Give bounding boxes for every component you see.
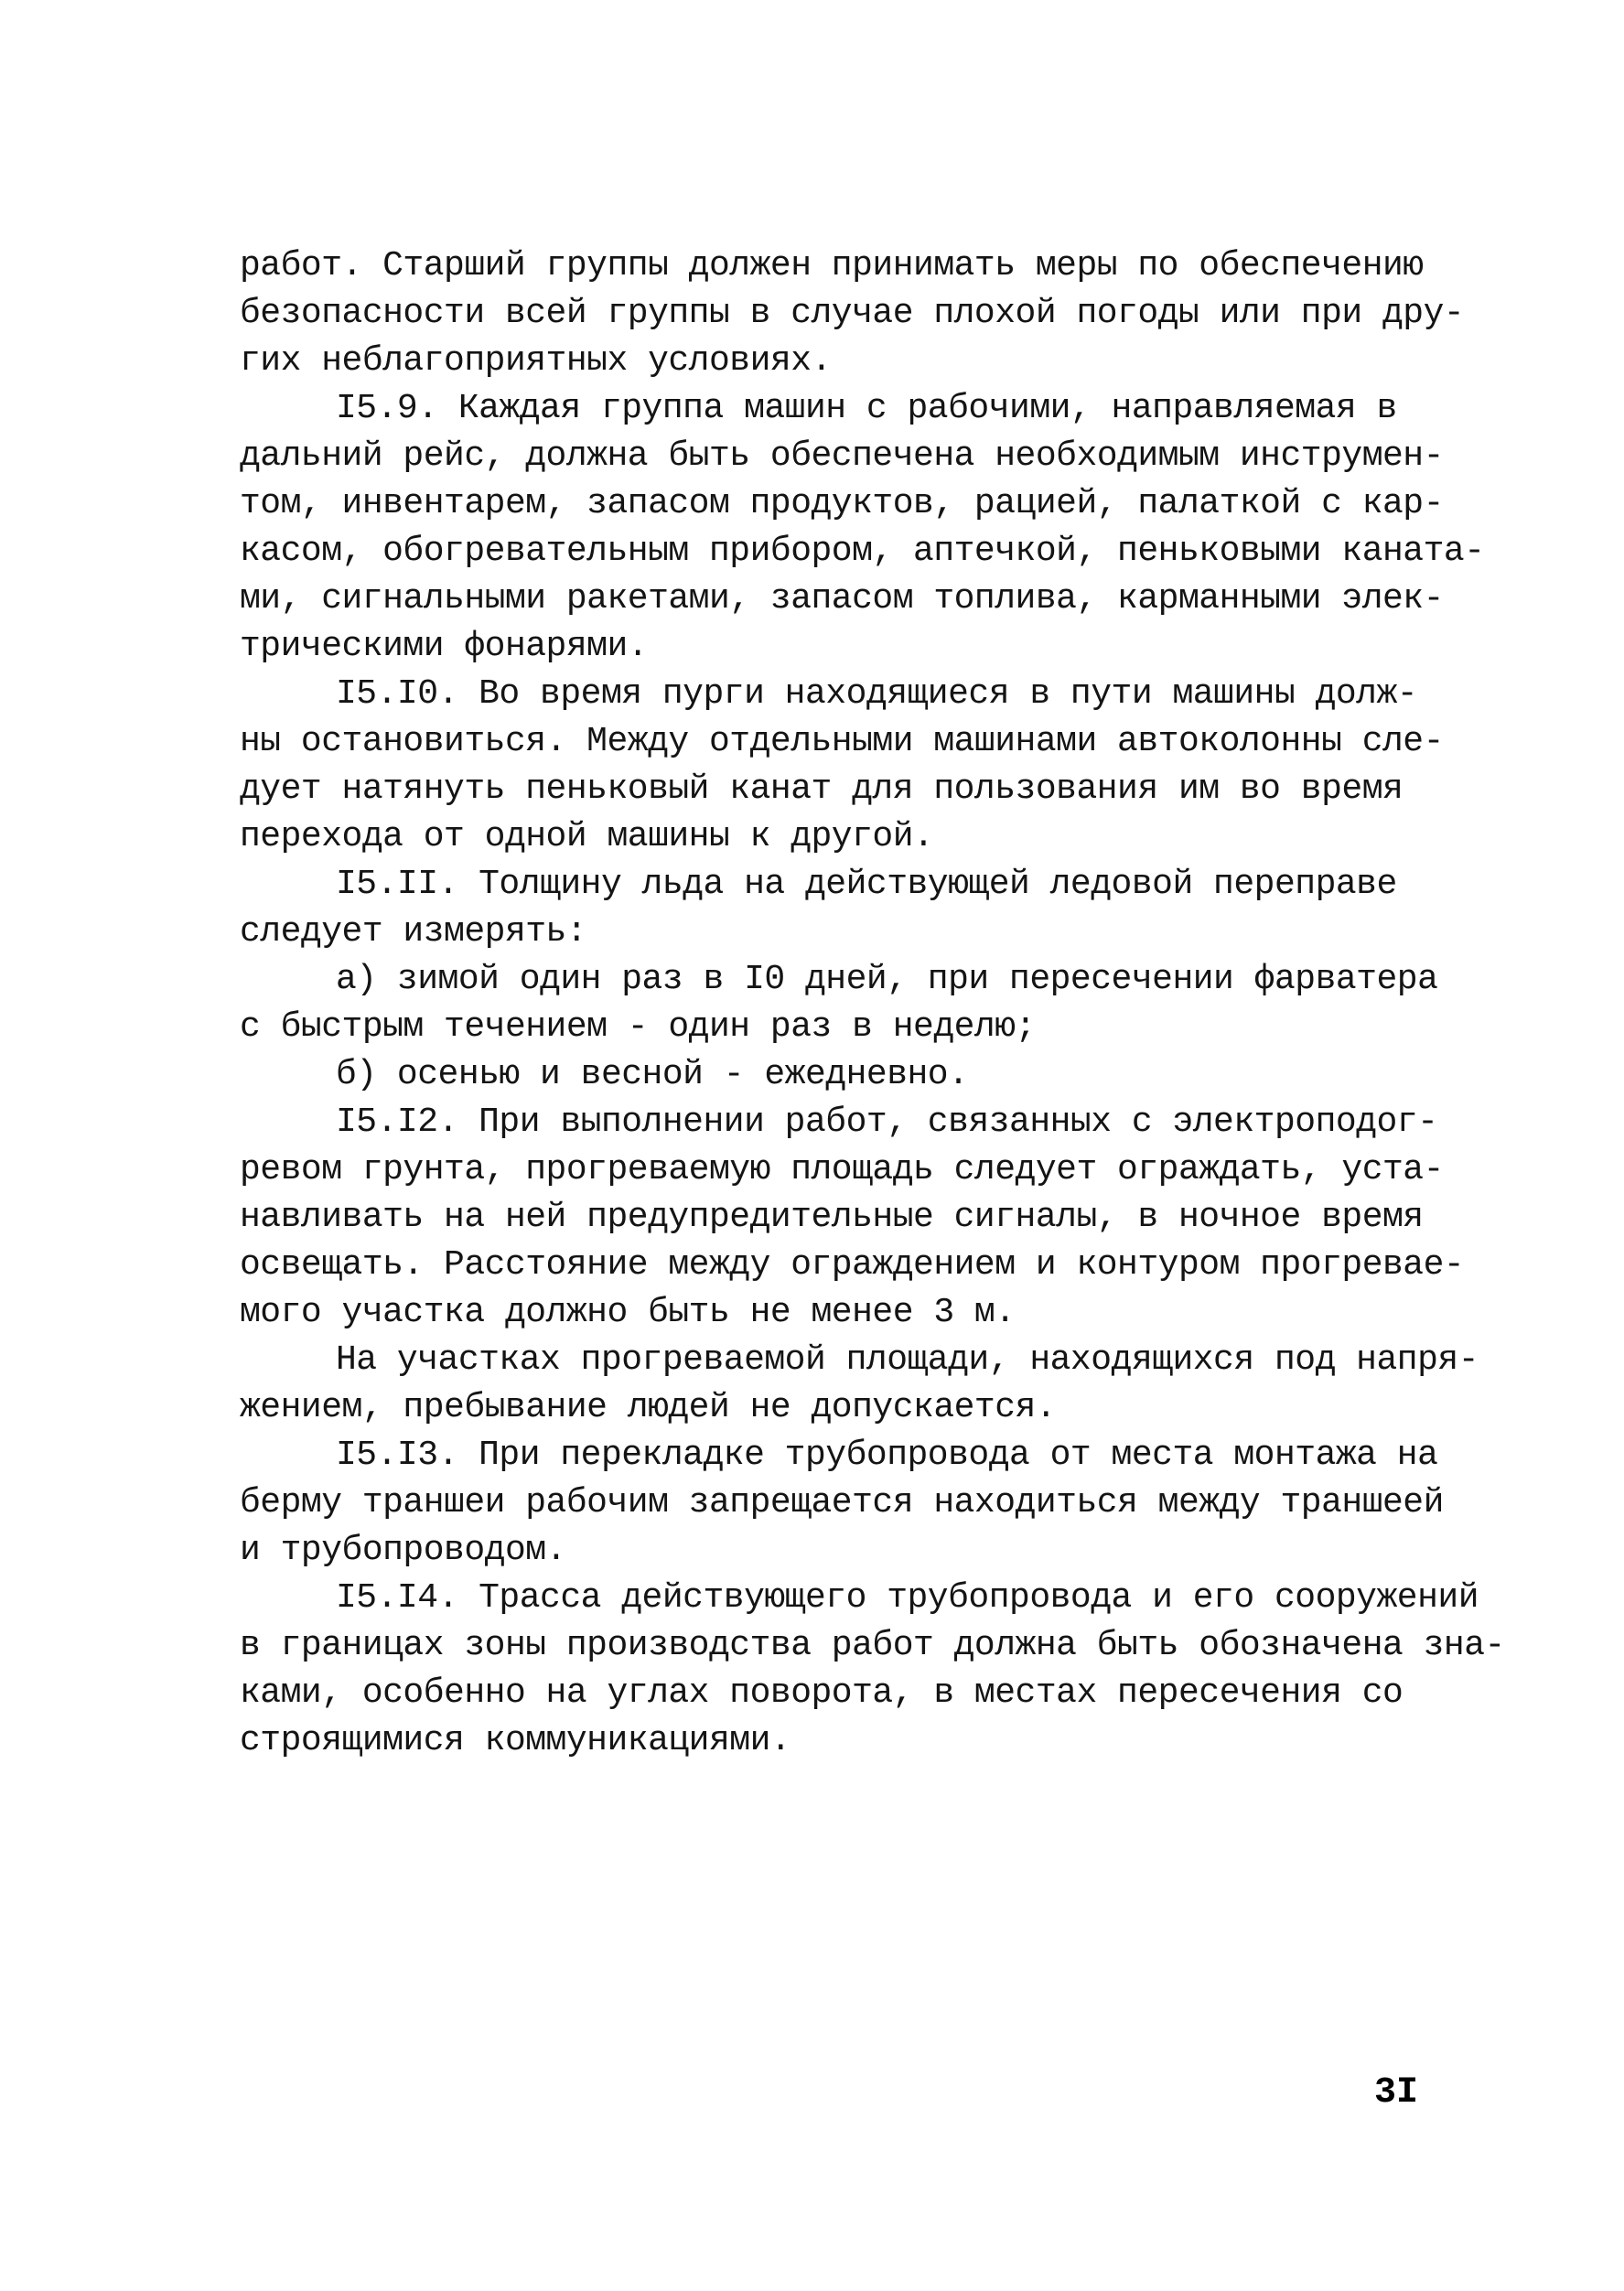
paragraph-start-15-13: I5.I3. При перекладке трубопровода от места монтажа на xyxy=(336,1436,1438,1475)
paragraph-start-15-11: I5.II. Толщину льда на действующей ледовой переправе xyxy=(336,865,1397,904)
text-line: работ. Старший группы должен принимать меры по обеспечению xyxy=(240,246,1424,285)
text-line: ками, особенно на углах поворота, в местах пересечения со xyxy=(240,1673,1404,1713)
text-line: берму траншеи рабочим запрещается находиться между траншеей xyxy=(240,1483,1444,1522)
text-line: дует натянуть пеньковый канат для пользования им во время xyxy=(240,769,1404,809)
page-number: 3I xyxy=(1374,2072,1419,2114)
text-line: следует измерять: xyxy=(240,912,587,952)
text-line: жением, пребывание людей не допускается. xyxy=(240,1388,1057,1427)
paragraph-start-15-9: I5.9. Каждая группа машин с рабочими, направляемая в xyxy=(336,389,1397,428)
text-line: в границах зоны производства работ должна быть обозначена зна- xyxy=(240,1626,1505,1665)
body-text xyxy=(240,242,1505,1765)
paragraph-start-15-12: I5.I2. При выполнении работ, связанных с электроподог- xyxy=(336,1102,1438,1142)
text-line: ревом грунта, прогреваемую площадь следует ограждать, уста- xyxy=(240,1150,1444,1189)
text-line: том, инвентарем, запасом продуктов, рацией, палаткой с кар- xyxy=(240,484,1444,523)
text-line: с быстрым течением - один раз в неделю; xyxy=(240,1007,1036,1047)
text-line: касом, обогревательным прибором, аптечкой, пеньковыми каната- xyxy=(240,532,1485,571)
list-item-b: б) осенью и весной - ежедневно. xyxy=(336,1055,969,1094)
text-line: ны остановиться. Между отдельными машинами автоколонны сле- xyxy=(240,722,1444,761)
paragraph-start-note: На участках прогреваемой площади, находящихся под напря- xyxy=(336,1340,1479,1380)
text-line: ми, сигнальными ракетами, запасом топлива, карманными элек- xyxy=(240,579,1444,618)
text-line: навливать на ней предупредительные сигналы, в ночное время xyxy=(240,1198,1424,1237)
paragraph-start-15-10: I5.I0. Во время пурги находящиеся в пути машины долж- xyxy=(336,674,1418,714)
text-line: безопасности всей группы в случае плохой погоды или при дру- xyxy=(240,294,1465,333)
list-item-a: а) зимой один раз в I0 дней, при пересечении фарватера xyxy=(336,960,1438,999)
text-line: освещать. Расстояние между ограждением и контуром прогревае- xyxy=(240,1245,1465,1285)
text-line: гих неблагоприятных условиях. xyxy=(240,341,832,381)
text-line: дальний рейс, должна быть обеспечена необходимым инструмен- xyxy=(240,436,1444,476)
text-line: и трубопроводом. xyxy=(240,1531,566,1570)
text-line: мого участка должно быть не менее 3 м. xyxy=(240,1293,1016,1332)
text-line: строящимися коммуникациями. xyxy=(240,1721,791,1760)
paragraph-start-15-14: I5.I4. Трасса действующего трубопровода и его сооружений xyxy=(336,1578,1479,1618)
text-line: трическими фонарями. xyxy=(240,627,649,666)
text-line: перехода от одной машины к другой. xyxy=(240,817,934,856)
